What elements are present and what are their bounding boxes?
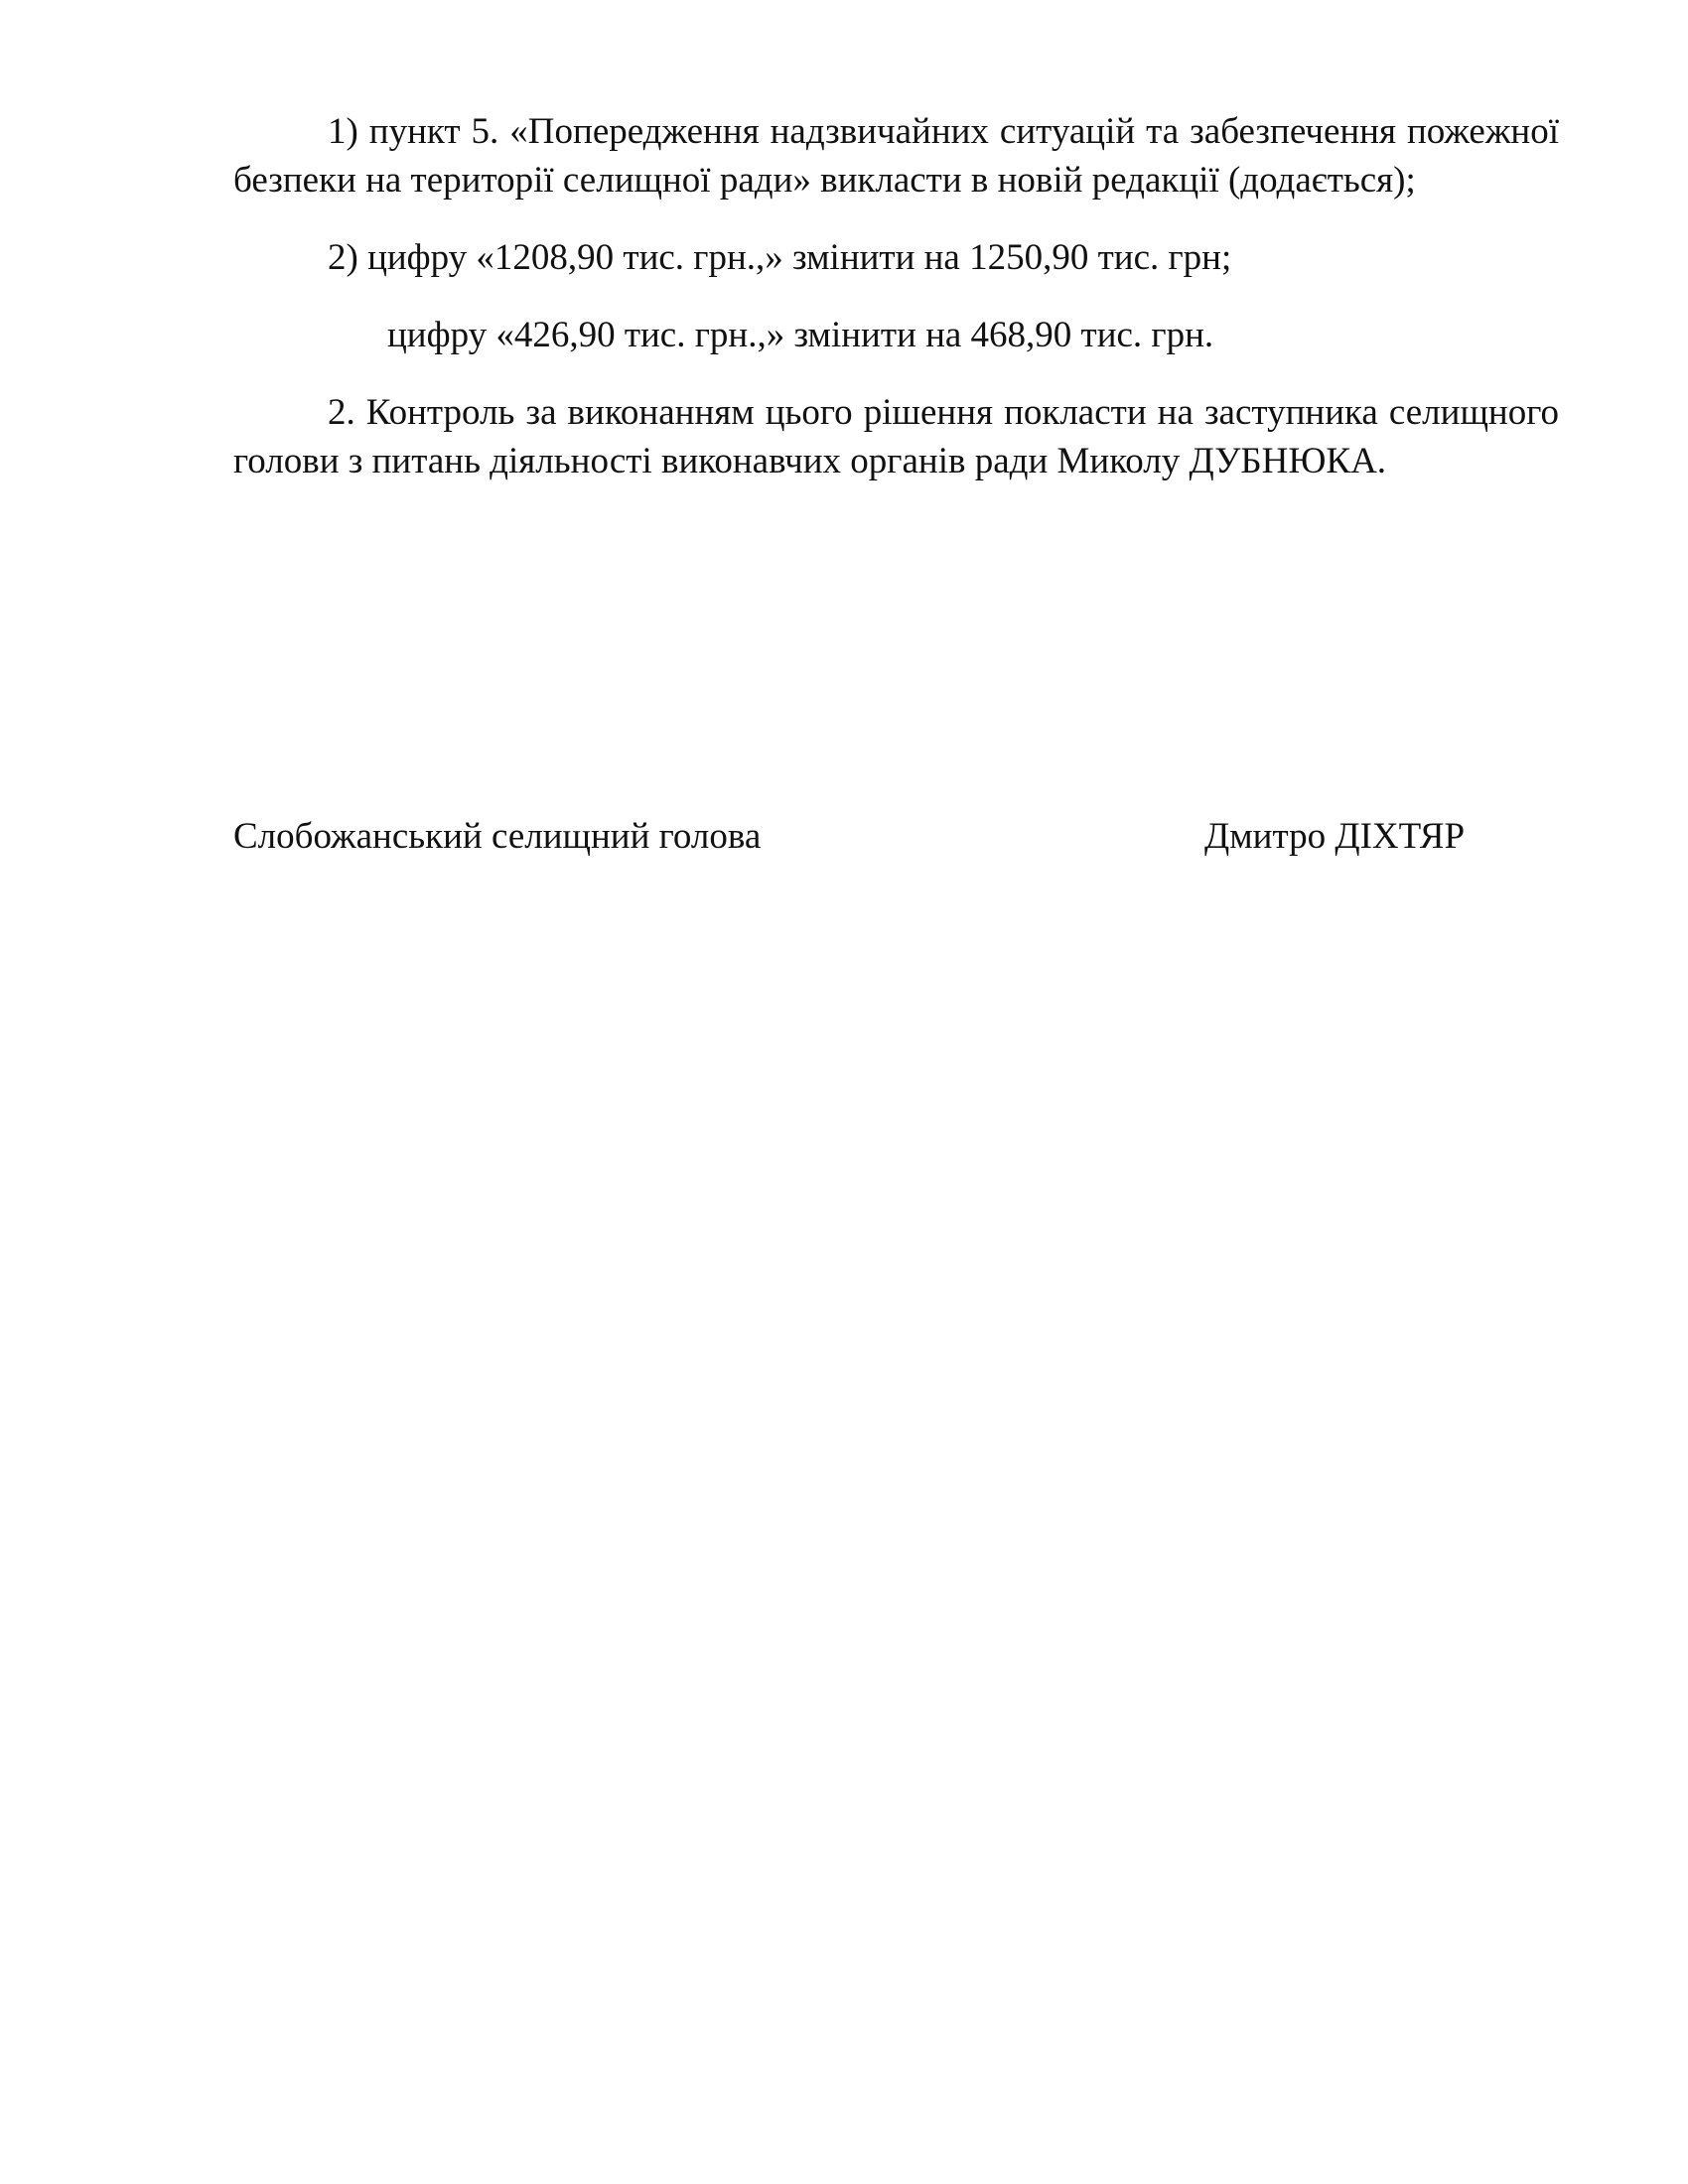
paragraph-control: 2. Контроль за виконанням цього рішення покласти на заступника селищного голови з питань діяльності виконавчих органів ради Миколу ДУБНЮКА.	[233, 392, 1559, 481]
document-body	[233, 107, 1559, 485]
paragraph-item-1: 1) пункт 5. «Попередження надзвичайних ситуацій та забезпечення пожежної безпеки на території селищної ради» викласти в новій редакції (додається);	[233, 111, 1559, 201]
paragraph-item-2-continuation: цифру «426,90 тис. грн.,» змінити на 468,90 тис. грн.	[387, 315, 1214, 355]
signatory-position: Слобожанський селищний голова	[233, 816, 762, 857]
signatory-name: Дмитро ДІХТЯР	[1204, 816, 1466, 857]
paragraph-item-2: 2) цифру «1208,90 тис. грн.,» змінити на 1250,90 тис. грн;	[328, 237, 1232, 278]
